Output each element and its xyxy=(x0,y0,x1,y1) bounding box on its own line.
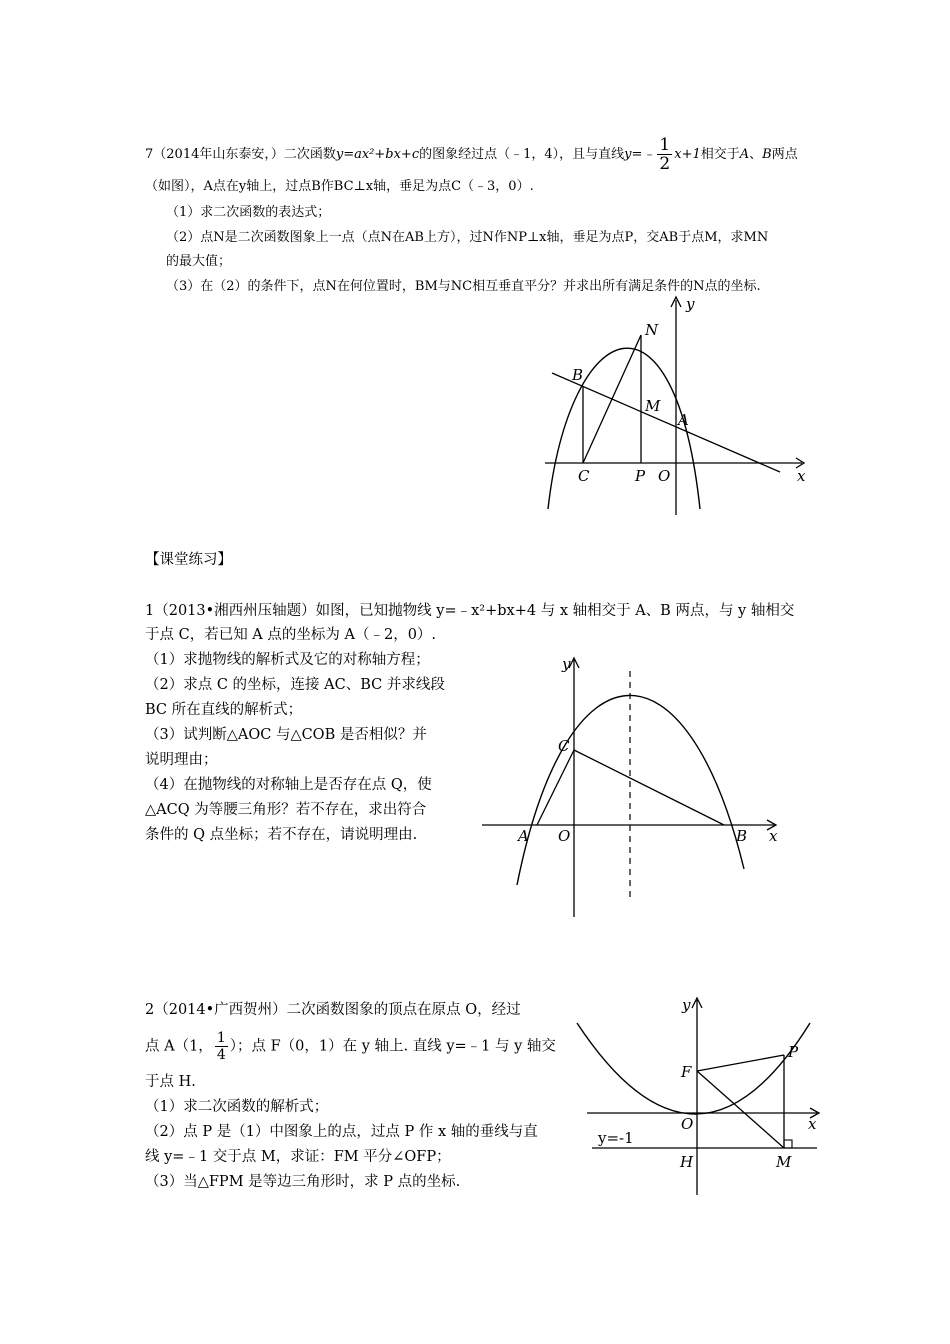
fig1-label-A: A xyxy=(518,827,529,845)
fig7-label-y: y xyxy=(686,295,695,313)
fig1-label-C: C xyxy=(558,737,570,755)
problem1-question4a: （4）在抛物线的对称轴上是否存在点 Q，使 xyxy=(145,777,432,793)
problem1-question4c: 条件的 Q 点坐标；若不存在，请说明理由. xyxy=(145,827,418,843)
problem7-figure xyxy=(540,295,810,515)
fig1-label-O: O xyxy=(558,827,571,845)
problem2-question2a: （2）点 P 是（1）中图象上的点，过点 P 作 x 轴的垂线与直 xyxy=(145,1124,538,1140)
fraction-one-quarter: $\frac{1}{4}$ xyxy=(216,1030,226,1063)
problem1-line1: 1（2013•湘西州压轴题）如图，已知抛物线 y=﹣x²+bx+4 与 x 轴相交于 A、B 两点，与 y 轴相交 xyxy=(145,603,795,619)
fig2-label-x: x xyxy=(808,1115,817,1133)
fig2-label-F: F xyxy=(681,1063,692,1081)
fraction-one-half: $\frac{1}{2}$ xyxy=(659,135,671,174)
problem7-line1: 7（2014年山东泰安，）二次函数y=ax²+bx+c的图象经过点（﹣1，4），且与直线y=﹣ $\frac{1}{2}$ x+1相交于A、B两点 xyxy=(145,135,798,174)
problem2-question1: （1）求二次函数的解析式； xyxy=(145,1099,329,1115)
fig2-label-line: y=-1 xyxy=(598,1129,634,1147)
problem2-question3: （3）当△FPM 是等边三角形时，求 P 点的坐标. xyxy=(145,1174,461,1190)
problem1-line2: 于点 C，若已知 A 点的坐标为 A（﹣2，0）. xyxy=(145,627,437,643)
fig1-label-y: y xyxy=(562,655,571,673)
problem2-line1: 2（2014•广西贺州）二次函数图象的顶点在原点 O，经过 xyxy=(145,1002,521,1018)
problem2-line3: 于点 H. xyxy=(145,1074,196,1090)
fig7-label-P: P xyxy=(635,467,646,485)
fig7-label-x: x xyxy=(797,467,806,485)
fig1-label-x: x xyxy=(769,827,778,845)
problem7-question2a: （2）点N是二次函数图象上一点（点N在AB上方），过N作NP⊥x轴，垂足为点P，交AB于点M，求MN xyxy=(166,230,769,245)
fig7-label-N: N xyxy=(645,321,659,339)
problem2-question2b: 线 y=﹣1 交于点 M，求证：FM 平分∠OFP； xyxy=(145,1149,451,1165)
fig7-label-O: O xyxy=(658,467,671,485)
fig2-label-H: H xyxy=(680,1153,694,1171)
problem7-question1: （1）求二次函数的表达式； xyxy=(166,205,331,220)
fig2-label-O: O xyxy=(681,1115,694,1133)
problem1-question3a: （3）试判断△AOC 与△COB 是否相似？并 xyxy=(145,727,427,743)
problem7-line2: （如图），A点在y轴上，过点B作BC⊥x轴，垂足为点C（﹣3，0）. xyxy=(145,179,534,194)
problem7-question3: （3）在（2）的条件下，点N在何位置时，BM与NC相互垂直平分？并求出所有满足条件的N点的坐标. xyxy=(166,279,761,294)
problem2-line2: 点 A（1， $\frac{1}{4}$ ）；点 F（0，1）在 y 轴上. 直线 y=﹣1 与 y 轴交 xyxy=(145,1030,556,1063)
problem1-question2a: （2）求点 C 的坐标，连接 AC、BC 并求线段 xyxy=(145,677,445,693)
fig7-label-M: M xyxy=(645,397,661,415)
fig2-label-P: P xyxy=(788,1043,799,1061)
fig7-label-A: A xyxy=(678,411,689,429)
practice-heading: 【课堂练习】 xyxy=(145,552,232,568)
fig2-label-M: M xyxy=(776,1153,792,1171)
fig1-label-B: B xyxy=(736,827,748,845)
fig2-label-y: y xyxy=(682,996,691,1014)
problem1-question3b: 说明理由； xyxy=(145,752,218,768)
problem1-question2b: BC 所在直线的解析式； xyxy=(145,702,303,718)
problem2-figure xyxy=(572,995,822,1195)
problem7-question2b: 的最大值； xyxy=(166,254,232,269)
problem1-question4b: △ACQ 为等腰三角形？若不存在，求出符合 xyxy=(145,802,427,818)
fig7-label-C: C xyxy=(578,467,590,485)
problem1-figure xyxy=(482,655,782,920)
problem1-question1: （1）求抛物线的解析式及它的对称轴方程； xyxy=(145,652,430,668)
fig7-label-B: B xyxy=(572,366,584,384)
